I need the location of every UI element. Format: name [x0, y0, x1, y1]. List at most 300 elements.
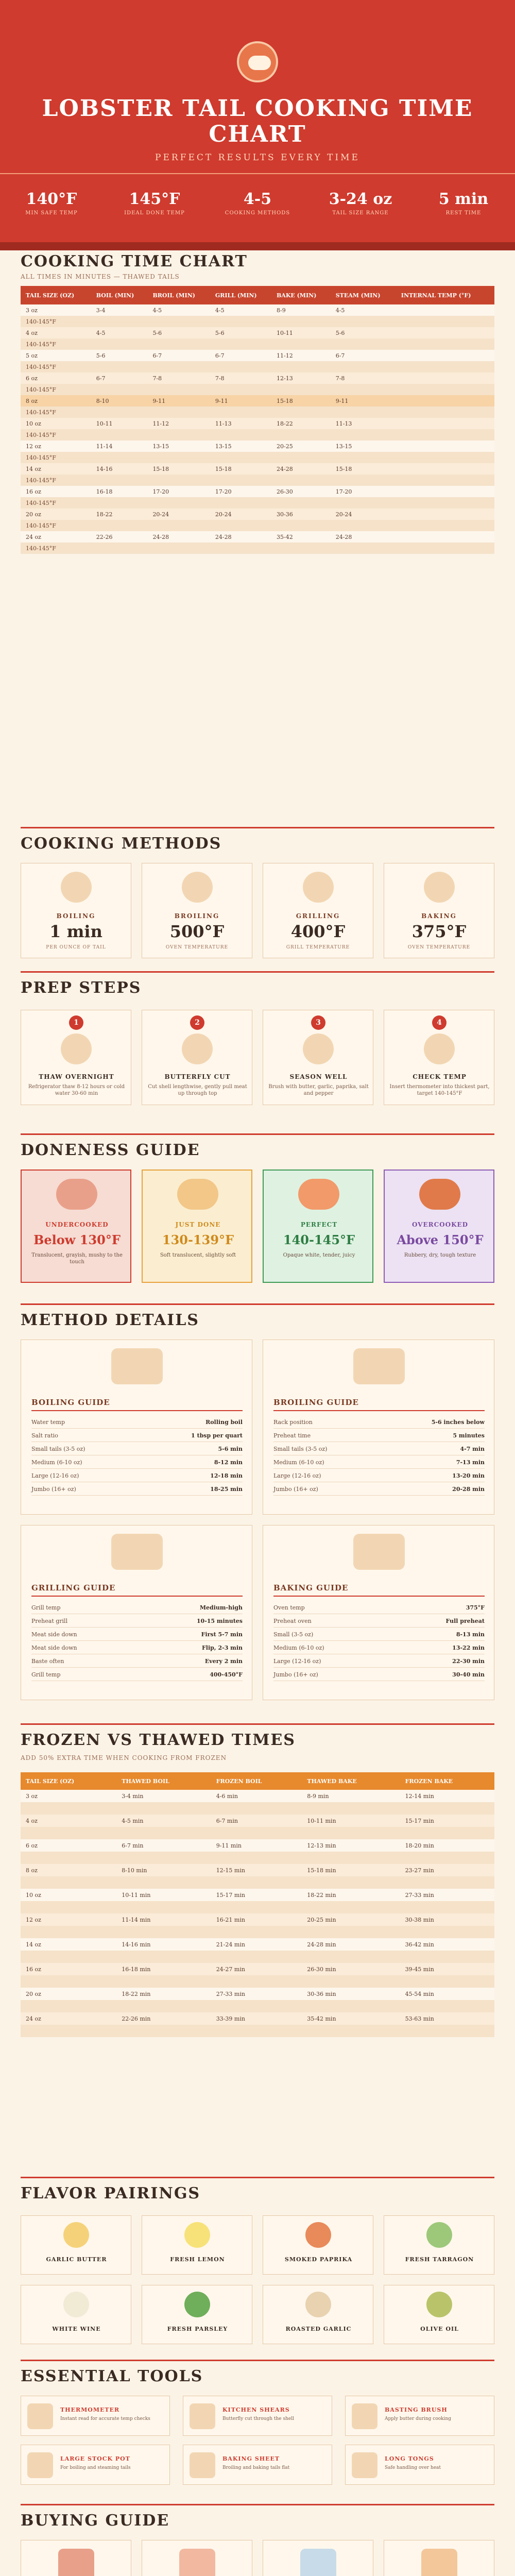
pairing-card: [21, 2215, 131, 2275]
pairing-label: FRESH TARRAGON: [405, 2256, 474, 2263]
cell-size: 20 oz: [21, 1988, 116, 2000]
cell-temp: 140-145°F: [21, 338, 494, 350]
detail-key: Small (3-5 oz): [273, 1631, 314, 1638]
detail-value: Rolling boil: [205, 1419, 243, 1426]
table-row: [21, 2012, 494, 2025]
table-row-temp: [21, 429, 494, 440]
cell-empty: [396, 327, 494, 338]
detail-value: 7-13 min: [456, 1459, 485, 1466]
detail-row: [31, 1455, 243, 1469]
table-row: [21, 304, 494, 316]
tool-desc: Butterfly cut through the shell: [222, 2416, 294, 2421]
detail-row: [31, 1429, 243, 1442]
table-row-temp: [21, 338, 494, 350]
table-spacer-row: [21, 1852, 494, 1864]
detail-key: Medium (6-10 oz): [273, 1459, 324, 1466]
cell-size: 10 oz: [21, 418, 91, 429]
cell-empty: [396, 372, 494, 384]
cell-broil: 17-20: [147, 486, 210, 497]
cell-tb: 22-26 min: [116, 2012, 211, 2025]
cell-empty: [396, 350, 494, 361]
cell-grill: 24-28: [210, 531, 271, 543]
raw-lobster-icon: [56, 1179, 97, 1210]
butter-icon: [63, 2222, 89, 2248]
tool-name: LARGE STOCK POT: [60, 2455, 130, 2462]
cell-size: 10 oz: [21, 1889, 116, 1901]
frozen-bar: [21, 1723, 494, 1725]
cell-boil: 18-22: [91, 509, 148, 520]
frozen-lobster-icon: [179, 2549, 215, 2576]
table-row: [21, 1864, 494, 1876]
cell-fk: 23-27 min: [400, 1864, 494, 1876]
cell-fb: 27-33 min: [211, 1988, 302, 2000]
pairing-card: [263, 2285, 373, 2344]
pairing-label: SMOKED PAPRIKA: [284, 2256, 353, 2263]
detail-row: [31, 1415, 243, 1429]
garlic-icon: [305, 2292, 331, 2317]
stock-pot-icon: [27, 2452, 53, 2478]
table-row: [21, 1938, 494, 1951]
detail-value: 5-6 inches below: [431, 1419, 485, 1426]
detail-key: Large (12-16 oz): [273, 1658, 321, 1665]
cell-steam: 11-13: [331, 418, 396, 429]
table-row: [21, 1790, 494, 1802]
table-row: [21, 1839, 494, 1852]
cell-size: 4 oz: [21, 327, 91, 338]
tool-card: [21, 2445, 170, 2485]
detail-key: Large (12-16 oz): [31, 1472, 79, 1479]
prep-step-2: 2 BUTTERFLY CUT Cut shell lengthwise, gently pull meat up through top: [142, 1010, 252, 1105]
table-row-temp: [21, 406, 494, 418]
cell-tk: 12-13 min: [302, 1839, 400, 1852]
cell-fb: 6-7 min: [211, 1815, 302, 1827]
thermometer-icon: [27, 2403, 53, 2429]
detail-card-rows: [31, 1601, 243, 1681]
warm-water-icon: [421, 2549, 457, 2576]
cell-broil: 7-8: [147, 372, 210, 384]
fz-col-size: TAIL SIZE (OZ): [21, 1772, 116, 1790]
cell-fk: 53-63 min: [400, 2012, 494, 2025]
doneness-bar: [21, 1133, 494, 1135]
cell-size: 8 oz: [21, 1864, 116, 1876]
cell-grill: 7-8: [210, 372, 271, 384]
buy-frozen-tails: [142, 2540, 252, 2576]
cell-bake: 20-25: [271, 440, 331, 452]
detail-key: Meat side down: [31, 1631, 77, 1638]
detail-row: [273, 1614, 485, 1628]
detail-value: 12-18 min: [210, 1472, 243, 1479]
detail-value: 13-22 min: [452, 1645, 485, 1651]
wine-glass-icon: [63, 2292, 89, 2317]
method-detail-card: [21, 1525, 252, 1700]
detail-card-title: BOILING GUIDE: [31, 1398, 110, 1407]
detail-row: [31, 1641, 243, 1654]
cell-grill: 4-5: [210, 304, 271, 316]
detail-row: [31, 1654, 243, 1668]
method-card-grilling: GRILLING 400°F GRILL TEMPERATURE: [263, 863, 373, 958]
detail-key: Small tails (3-5 oz): [31, 1446, 85, 1452]
seasoning-icon: [303, 1033, 334, 1064]
grill-icon: [111, 1534, 163, 1570]
spacer-cell: [21, 1975, 494, 1988]
cell-broil: 5-6: [147, 327, 210, 338]
pairing-label: WHITE WINE: [52, 2326, 101, 2332]
table-row-temp: [21, 543, 494, 554]
cell-bake: 35-42: [271, 531, 331, 543]
cell-steam: 17-20: [331, 486, 396, 497]
detail-key: Oven temp: [273, 1604, 305, 1611]
cell-grill: 6-7: [210, 350, 271, 361]
detail-key: Baste often: [31, 1658, 64, 1665]
spacer-cell: [21, 1926, 494, 1938]
detail-card-title: BAKING GUIDE: [273, 1583, 349, 1592]
table-row-temp: [21, 384, 494, 395]
cell-broil: 13-15: [147, 440, 210, 452]
cell-bake: 10-11: [271, 327, 331, 338]
stat-size-range: 3-24 oz TAIL SIZE RANGE: [329, 190, 392, 216]
method-card-baking: BAKING 375°F OVEN TEMPERATURE: [384, 863, 494, 958]
detail-key: Jumbo (16+ oz): [273, 1486, 318, 1493]
parsley-icon: [184, 2292, 210, 2317]
table-spacer-row: [21, 1802, 494, 1815]
pairing-card: [384, 2285, 494, 2344]
cell-bake: 12-13: [271, 372, 331, 384]
cell-steam: 6-7: [331, 350, 396, 361]
detail-key: Salt ratio: [31, 1432, 58, 1439]
cell-fb: 33-39 min: [211, 2012, 302, 2025]
cell-tb: 18-22 min: [116, 1988, 211, 2000]
detail-row: [273, 1654, 485, 1668]
page-subtitle: PERFECT RESULTS EVERY TIME: [155, 152, 360, 163]
frozen-table: [21, 1772, 494, 2037]
doneness-perfect: PERFECT 140-145°F Opaque white, tender, juicy: [263, 1170, 373, 1283]
cell-empty: [396, 440, 494, 452]
detail-row: [31, 1482, 243, 1496]
detail-key: Jumbo (16+ oz): [273, 1671, 318, 1678]
detail-value: 18-25 min: [210, 1486, 243, 1493]
detail-value: Flip, 2-3 min: [201, 1645, 243, 1651]
cell-grill: 9-11: [210, 395, 271, 406]
cooking-chart-subtitle: ALL TIMES IN MINUTES — THAWED TAILS: [21, 273, 180, 280]
detail-row: [273, 1429, 485, 1442]
detail-key: Grill temp: [31, 1604, 61, 1611]
cell-fk: 36-42 min: [400, 1938, 494, 1951]
cell-tb: 3-4 min: [116, 1790, 211, 1802]
table-spacer-row: [21, 1876, 494, 1889]
tongs-icon: [352, 2452, 377, 2478]
cell-grill: 20-24: [210, 509, 271, 520]
table-row: [21, 463, 494, 474]
cell-steam: 13-15: [331, 440, 396, 452]
brush-icon: [352, 2403, 377, 2429]
pairing-card: [21, 2285, 131, 2344]
detail-key: Preheat grill: [31, 1618, 68, 1624]
cell-boil: 4-5: [91, 327, 148, 338]
cell-temp: 140-145°F: [21, 361, 494, 372]
cell-tk: 24-28 min: [302, 1938, 400, 1951]
detail-value: 4-7 min: [460, 1446, 485, 1452]
cell-fk: 15-17 min: [400, 1815, 494, 1827]
detail-value: 400-450°F: [210, 1671, 243, 1678]
detail-value: First 5-7 min: [201, 1631, 243, 1638]
tool-desc: Apply butter during cooking: [385, 2416, 452, 2421]
stat-rest-time: 5 min REST TIME: [438, 190, 489, 216]
detail-value: 375°F: [466, 1604, 485, 1611]
table-spacer-row: [21, 1951, 494, 1963]
tool-name: KITCHEN SHEARS: [222, 2406, 290, 2413]
hero-divider: [0, 173, 515, 174]
detail-value: Every 2 min: [204, 1658, 243, 1665]
cell-fb: 12-15 min: [211, 1864, 302, 1876]
detail-card-rows: [273, 1601, 485, 1681]
cell-fb: 9-11 min: [211, 1839, 302, 1852]
detail-card-title: GRILLING GUIDE: [31, 1583, 116, 1592]
stat-min-temp: 140°F MIN SAFE TEMP: [25, 190, 78, 216]
spacer-cell: [21, 1951, 494, 1963]
table-spacer-row: [21, 1975, 494, 1988]
detail-value: 1 tbsp per quart: [191, 1432, 243, 1439]
cell-tk: 18-22 min: [302, 1889, 400, 1901]
table-spacer-row: [21, 2000, 494, 2012]
cell-tb: 8-10 min: [116, 1864, 211, 1876]
detail-value: 5 minutes: [453, 1432, 485, 1439]
cell-boil: 6-7: [91, 372, 148, 384]
detail-row: [31, 1614, 243, 1628]
cell-tk: 20-25 min: [302, 1913, 400, 1926]
details-bar: [21, 1303, 494, 1305]
table-row-temp: [21, 520, 494, 531]
baking-sheet-icon: [190, 2452, 215, 2478]
cell-tb: 14-16 min: [116, 1938, 211, 1951]
cell-steam: 9-11: [331, 395, 396, 406]
prep-bar: [21, 971, 494, 973]
detail-value: 20-28 min: [452, 1486, 485, 1493]
spacer-cell: [21, 1802, 494, 1815]
method-card-broiling: BROILING 500°F OVEN TEMPERATURE: [142, 863, 252, 958]
spacer-cell: [21, 2000, 494, 2012]
cell-broil: 15-18: [147, 463, 210, 474]
detail-row: [31, 1668, 243, 1681]
fz-col-frozen-bake: FROZEN BAKE: [400, 1772, 494, 1790]
cell-empty: [396, 531, 494, 543]
prep-title: PREP STEPS: [21, 979, 142, 997]
fz-col-thawed-bake: THAWED BAKE: [302, 1772, 400, 1790]
cell-boil: 14-16: [91, 463, 148, 474]
cell-tb: 4-5 min: [116, 1815, 211, 1827]
cell-grill: 11-13: [210, 418, 271, 429]
hero-banner: [0, 0, 515, 242]
method-detail-card: [21, 1340, 252, 1515]
col-grill: GRILL (MIN): [210, 286, 271, 304]
detail-row: [273, 1641, 485, 1654]
buying-title: BUYING GUIDE: [21, 2512, 170, 2530]
cell-fb: 15-17 min: [211, 1889, 302, 1901]
col-temp: INTERNAL TEMP (°F): [396, 286, 494, 304]
tool-card: [183, 2445, 332, 2485]
cell-bake: 30-36: [271, 509, 331, 520]
cell-broil: 11-12: [147, 418, 210, 429]
cell-broil: 4-5: [147, 304, 210, 316]
paprika-icon: [305, 2222, 331, 2248]
pairing-card: [263, 2215, 373, 2275]
half-cooked-lobster-icon: [177, 1179, 218, 1210]
olive-oil-icon: [426, 2292, 452, 2317]
detail-row: [31, 1601, 243, 1614]
cell-fk: 12-14 min: [400, 1790, 494, 1802]
cell-tb: 10-11 min: [116, 1889, 211, 1901]
detail-card-rows: [273, 1415, 485, 1496]
thermometer-icon: [424, 1033, 455, 1064]
method-detail-card: [263, 1340, 494, 1515]
detail-value: Medium-high: [199, 1604, 243, 1611]
shears-icon: [190, 2403, 215, 2429]
cell-temp: 140-145°F: [21, 384, 494, 395]
tool-name: LONG TONGS: [385, 2455, 434, 2462]
detail-row: [273, 1601, 485, 1614]
lemon-icon: [184, 2222, 210, 2248]
spacer-cell: [21, 2025, 494, 2037]
pairing-label: ROASTED GARLIC: [285, 2326, 352, 2332]
cell-boil: 5-6: [91, 350, 148, 361]
detail-row: [31, 1628, 243, 1641]
spacer-cell: [21, 1852, 494, 1864]
detail-row: [273, 1482, 485, 1496]
prep-row: [21, 1010, 494, 1105]
cell-bake: 11-12: [271, 350, 331, 361]
cell-size: 12 oz: [21, 1913, 116, 1926]
buy-cold-water: [263, 2540, 373, 2576]
cell-empty: [396, 418, 494, 429]
col-bake: BAKE (MIN): [271, 286, 331, 304]
cell-steam: 7-8: [331, 372, 396, 384]
cell-boil: 10-11: [91, 418, 148, 429]
cell-size: 20 oz: [21, 509, 91, 520]
cell-grill: 13-15: [210, 440, 271, 452]
cell-tk: 35-42 min: [302, 2012, 400, 2025]
detail-key: Preheat oven: [273, 1618, 312, 1624]
methods-row: [21, 863, 494, 958]
cell-steam: 24-28: [331, 531, 396, 543]
table-spacer-row: [21, 1827, 494, 1839]
detail-value: 30-40 min: [452, 1671, 485, 1678]
col-steam: STEAM (MIN): [331, 286, 396, 304]
table-row: [21, 350, 494, 361]
doneness-title: DONENESS GUIDE: [21, 1141, 200, 1159]
cell-grill: 17-20: [210, 486, 271, 497]
table-row: [21, 531, 494, 543]
pairing-card: [142, 2215, 252, 2275]
table-row: [21, 418, 494, 429]
table-row-temp: [21, 361, 494, 372]
shears-icon: [182, 1033, 213, 1064]
cell-steam: 15-18: [331, 463, 396, 474]
detail-value: 8-12 min: [214, 1459, 243, 1466]
detail-row: [273, 1469, 485, 1482]
cell-size: 14 oz: [21, 1938, 116, 1951]
cell-steam: 4-5: [331, 304, 396, 316]
cell-broil: 24-28: [147, 531, 210, 543]
tool-name: BASTING BRUSH: [385, 2406, 448, 2413]
prep-step-3: 3 SEASON WELL Brush with butter, garlic, paprika, salt and pepper: [263, 1010, 373, 1105]
tool-card: [21, 2396, 170, 2436]
col-size: TAIL SIZE (OZ): [21, 286, 91, 304]
cell-tk: 8-9 min: [302, 1790, 400, 1802]
tool-desc: For boiling and steaming tails: [60, 2465, 131, 2470]
cell-temp: 140-145°F: [21, 474, 494, 486]
table-row: [21, 1963, 494, 1975]
cell-bake: 24-28: [271, 463, 331, 474]
cell-bake: 15-18: [271, 395, 331, 406]
fresh-lobster-icon: [58, 2549, 94, 2576]
detail-card-divider: [31, 1596, 243, 1597]
doneness-overcooked: OVERCOOKED Above 150°F Rubbery, dry, tough texture: [384, 1170, 494, 1283]
cell-temp: 140-145°F: [21, 452, 494, 463]
table-row-temp: [21, 452, 494, 463]
cell-size: 24 oz: [21, 2012, 116, 2025]
cell-fb: 24-27 min: [211, 1963, 302, 1975]
frozen-title: FROZEN VS THAWED TIMES: [21, 1731, 296, 1749]
table-row-temp: [21, 497, 494, 509]
table-row: [21, 372, 494, 384]
cell-tb: 6-7 min: [116, 1839, 211, 1852]
tool-card: [345, 2445, 494, 2485]
buying-bar: [21, 2504, 494, 2505]
detail-value: 22-30 min: [452, 1658, 485, 1665]
cell-steam: 20-24: [331, 509, 396, 520]
method-card-boiling: BOILING 1 min PER OUNCE OF TAIL: [21, 863, 131, 958]
cell-fk: 39-45 min: [400, 1963, 494, 1975]
detail-key: Large (12-16 oz): [273, 1472, 321, 1479]
cell-boil: 22-26: [91, 531, 148, 543]
methods-bar: [21, 827, 494, 828]
detail-key: Water temp: [31, 1419, 65, 1426]
cell-empty: [396, 395, 494, 406]
cell-size: 3 oz: [21, 304, 91, 316]
detail-key: Rack position: [273, 1419, 313, 1426]
detail-value: Full preheat: [445, 1618, 485, 1624]
fz-col-frozen-boil: FROZEN BOIL: [211, 1772, 302, 1790]
detail-value: 13-20 min: [452, 1472, 485, 1479]
cell-broil: 9-11: [147, 395, 210, 406]
doneness-row: [21, 1170, 494, 1283]
cell-bake: 8-9: [271, 304, 331, 316]
cell-fk: 45-54 min: [400, 1988, 494, 2000]
cell-size: 16 oz: [21, 1963, 116, 1975]
table-spacer-row: [21, 1901, 494, 1913]
oven-icon: [424, 872, 455, 903]
cell-fb: 4-6 min: [211, 1790, 302, 1802]
tool-name: BAKING SHEET: [222, 2455, 280, 2462]
doneness-just-done: JUST DONE 130-139°F Soft translucent, slightly soft: [142, 1170, 252, 1283]
table-row: [21, 440, 494, 452]
detail-key: Small tails (3-5 oz): [273, 1446, 328, 1452]
buy-fresh-tails: [21, 2540, 131, 2576]
cell-boil: 8-10: [91, 395, 148, 406]
cell-empty: [396, 463, 494, 474]
details-title: METHOD DETAILS: [21, 1311, 199, 1329]
tool-card: [183, 2396, 332, 2436]
tools-title: ESSENTIAL TOOLS: [21, 2367, 203, 2385]
pairings-bar: [21, 2177, 494, 2178]
detail-card-divider: [273, 1596, 485, 1597]
hero-stripe: [0, 242, 515, 250]
cell-size: 5 oz: [21, 350, 91, 361]
cell-fk: 27-33 min: [400, 1889, 494, 1901]
table-row: [21, 395, 494, 406]
spacer-cell: [21, 1876, 494, 1889]
stat-done-temp: 145°F IDEAL DONE TEMP: [124, 190, 185, 216]
table-row: [21, 486, 494, 497]
